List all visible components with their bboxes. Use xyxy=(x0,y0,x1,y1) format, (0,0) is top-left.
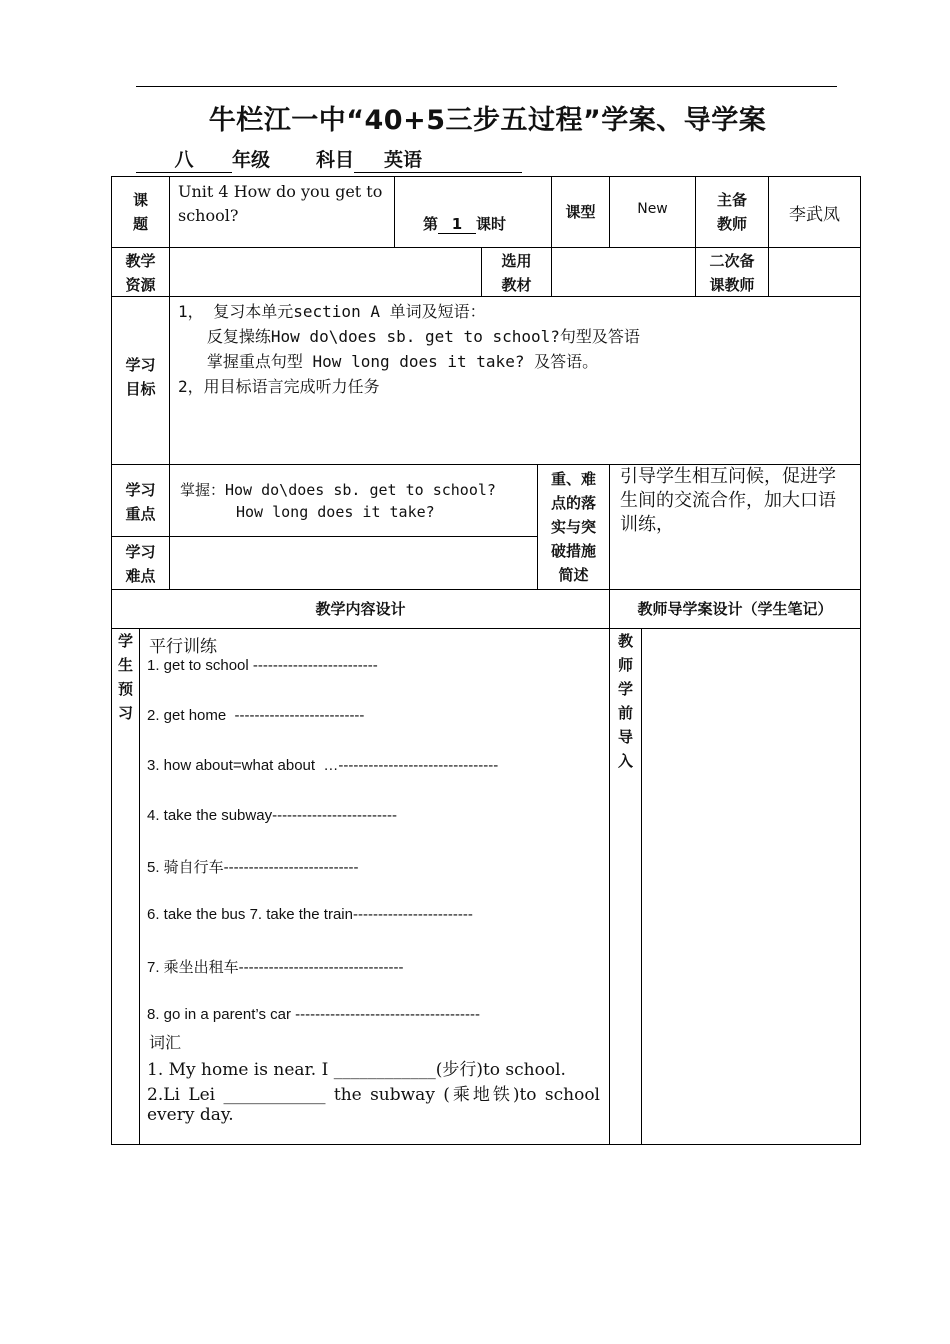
teacher-design-header: 教师导学案设计（学生笔记） xyxy=(609,589,861,629)
lesson-number: 1 xyxy=(438,215,476,234)
measures-text: 引导学生相互问候，促进学生间的交流合作，加大口语训练， xyxy=(609,464,861,590)
top-rule xyxy=(136,86,837,87)
key-points-content xyxy=(169,464,538,537)
preview-item: 1. get to school ------------------------- xyxy=(147,657,378,674)
second-teacher-label: 二次备 课教师 xyxy=(695,247,769,297)
difficulty-label: 学习 难点 xyxy=(111,536,170,590)
vocab-item-1: 1. My home is near. I ____________(步行)to school. xyxy=(147,1060,566,1080)
subject-label: 科目 xyxy=(316,149,355,171)
preview-label: 学 生 预 习 xyxy=(111,628,140,1145)
preview-item: 8. go in a parent’s car ------------------------------------- xyxy=(147,1006,480,1023)
subject-field xyxy=(316,145,522,173)
type-value: New xyxy=(609,176,696,248)
page-title: 牛栏江一中“40+5三步五过程”学案、导学案 xyxy=(208,105,767,136)
textbook-label: 选用 教材 xyxy=(481,247,552,297)
resources-value xyxy=(169,247,482,297)
textbook-value xyxy=(551,247,696,297)
preview-item: 6. take the bus 7. take the train------------------------ xyxy=(147,906,473,923)
lead-teacher-label: 主备 教师 xyxy=(695,176,769,248)
guide-label: 教 师 学 前 导 入 xyxy=(609,628,642,1145)
vocab-heading: 词汇 xyxy=(149,1033,182,1052)
parallel-heading: 平行训练 xyxy=(149,637,217,657)
lesson-cell xyxy=(394,176,552,248)
key-point-line-1: 掌握：How do\does sb. get to school? xyxy=(180,481,496,499)
lesson-prefix: 第 xyxy=(423,215,439,233)
preview-item: 3. how about=what about …-------------------------------- xyxy=(147,757,499,774)
objectives-label: 学习 目标 xyxy=(111,296,170,465)
preview-item: 2. get home -------------------------- xyxy=(147,707,365,724)
objective-line: 反复操练How do\does sb. get to school?句型及答语 xyxy=(178,327,640,346)
objective-line: 掌握重点句型 How long does it take? 及答语。 xyxy=(178,352,599,371)
type-label: 课型 xyxy=(551,176,610,248)
content-design-header: 教学内容设计 xyxy=(111,589,610,629)
lead-teacher-value: 李武凤 xyxy=(768,176,861,248)
vocab-item-2: 2.Li Lei ____________ the subway (乘地铁)to school xyxy=(147,1085,600,1105)
student-notes xyxy=(641,628,861,1145)
grade-field xyxy=(136,145,270,173)
difficulty-content xyxy=(169,536,538,590)
grade-label: 年级 xyxy=(232,149,271,171)
topic-label: 课 题 xyxy=(111,176,170,248)
vocab-item-2-cont: every day. xyxy=(147,1105,234,1125)
lesson-number-field xyxy=(423,213,506,234)
resources-label: 教学 资源 xyxy=(111,247,170,297)
measures-label: 重、难 点的落 实与突 破措施 简述 xyxy=(537,464,610,590)
lesson-suffix: 课时 xyxy=(476,215,507,233)
preview-item: 7. 乘坐出租车--------------------------------- xyxy=(147,959,404,976)
key-point-line-2: How long does it take? xyxy=(236,503,435,521)
preview-item: 4. take the subway------------------------- xyxy=(147,807,397,824)
topic-value: Unit 4 How do you get to school? xyxy=(169,176,395,248)
objective-line: 1， 复习本单元section A 单词及短语： xyxy=(178,302,486,321)
preview-item: 5. 骑自行车--------------------------- xyxy=(147,859,359,876)
objectives-content xyxy=(169,296,861,465)
objective-line: 2，用目标语言完成听力任务 xyxy=(178,377,380,396)
key-points-label: 学习 重点 xyxy=(111,464,170,537)
grade-value: 八 xyxy=(136,145,232,173)
subject-value: 英语 xyxy=(354,145,522,173)
second-teacher-value xyxy=(768,247,861,297)
